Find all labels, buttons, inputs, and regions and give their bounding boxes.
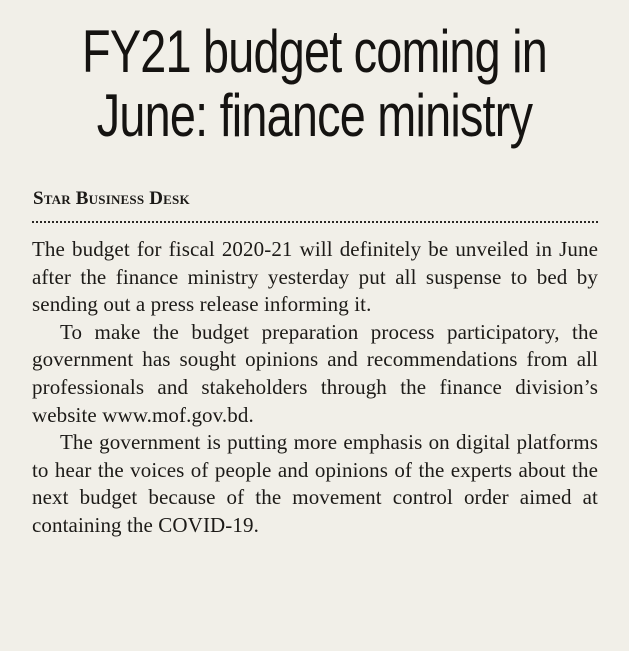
dotted-divider: [32, 221, 598, 223]
article-body: [32, 236, 598, 540]
headline-line-2: June: finance ministry: [96, 82, 533, 149]
headline-line-1: FY21 budget coming in: [82, 18, 547, 85]
headline: [77, 20, 552, 148]
paragraph-3: The government is putting more emphasis on digital platforms to hear the voices of people and opinions of the experts about the next budget because of the movement control order aimed at containing the COVID-19.: [32, 430, 598, 537]
byline: Star Business Desk: [33, 188, 190, 209]
paragraph-2: To make the budget preparation process participatory, the government has sought opinions and recommendations from all professionals and stakeholders through the finance division’s website www.mof.gov.bd.: [32, 319, 598, 427]
paragraph-1: The budget for fiscal 2020-21 will definitely be unveiled in June after the finance ministry yesterday put all suspense to bed by sending out a press release informing it.: [32, 237, 598, 317]
